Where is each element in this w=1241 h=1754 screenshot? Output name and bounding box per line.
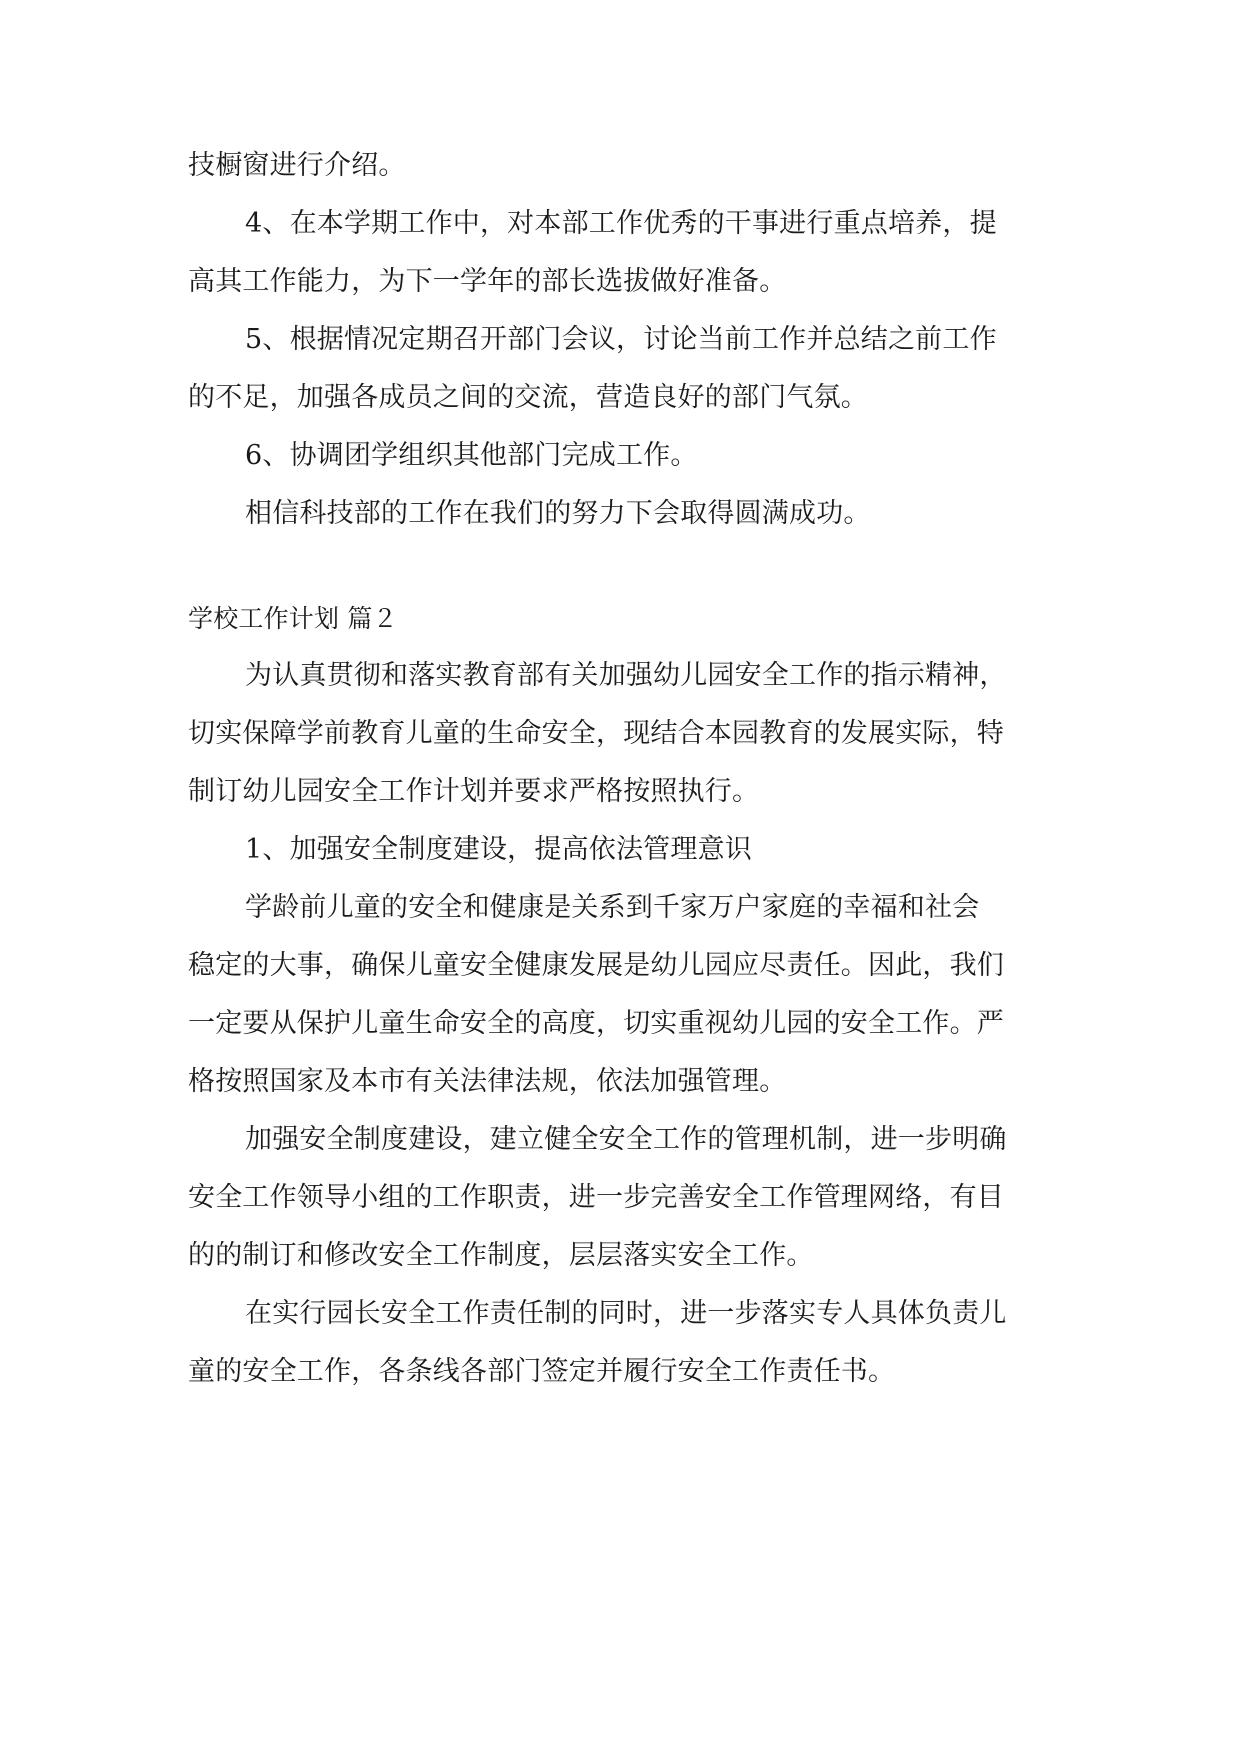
paragraph-line: 加强安全制度建设，建立健全安全工作的管理机制，进一步明确 xyxy=(245,1124,1007,1155)
paragraph-line: 4、在本学期工作中，对本部工作优秀的干事进行重点培养，提 xyxy=(245,208,997,239)
paragraph-line: 为认真贯彻和落实教育部有关加强幼儿园安全工作的指示精神， xyxy=(245,660,1007,691)
paragraph-line: 6、协调团学组织其他部门完成工作。 xyxy=(245,440,698,471)
paragraph-line: 相信科技部的工作在我们的努力下会取得圆满成功。 xyxy=(245,498,871,529)
paragraph-line: 童的安全工作，各条线各部门签定并履行安全工作责任书。 xyxy=(188,1356,896,1387)
paragraph-line: 切实保障学前教育儿童的生命安全，现结合本园教育的发展实际，特 xyxy=(188,718,1004,749)
paragraph-line: 5、根据情况定期召开部门会议，讨论当前工作并总结之前工作 xyxy=(245,324,997,355)
paragraph-line: 技橱窗进行介绍。 xyxy=(188,150,406,181)
paragraph-line: 的的制订和修改安全工作制度，层层落实安全工作。 xyxy=(188,1240,814,1271)
paragraph-line: 制订幼儿园安全工作计划并要求严格按照执行。 xyxy=(188,776,760,807)
paragraph-line: 1、加强安全制度建设，提高依法管理意识 xyxy=(245,834,752,865)
paragraph-line: 稳定的大事，确保儿童安全健康发展是幼儿园应尽责任。因此，我们 xyxy=(188,950,1004,981)
section-heading: 学校工作计划 篇２ xyxy=(188,604,398,633)
paragraph-line: 高其工作能力，为下一学年的部长选拔做好准备。 xyxy=(188,266,787,297)
paragraph-line: 的不足，加强各成员之间的交流，营造良好的部门气氛。 xyxy=(188,382,868,413)
paragraph-line: 一定要从保护儿童生命安全的高度，切实重视幼儿园的安全工作。严 xyxy=(188,1008,1004,1039)
paragraph-line: 安全工作领导小组的工作职责，进一步完善安全工作管理网络，有目 xyxy=(188,1182,1004,1213)
paragraph-line: 学龄前儿童的安全和健康是关系到千家万户家庭的幸福和社会 xyxy=(245,892,980,923)
paragraph-line: 格按照国家及本市有关法律法规，依法加强管理。 xyxy=(188,1066,787,1097)
paragraph-line: 在实行园长安全工作责任制的同时，进一步落实专人具体负责儿 xyxy=(245,1298,1007,1329)
